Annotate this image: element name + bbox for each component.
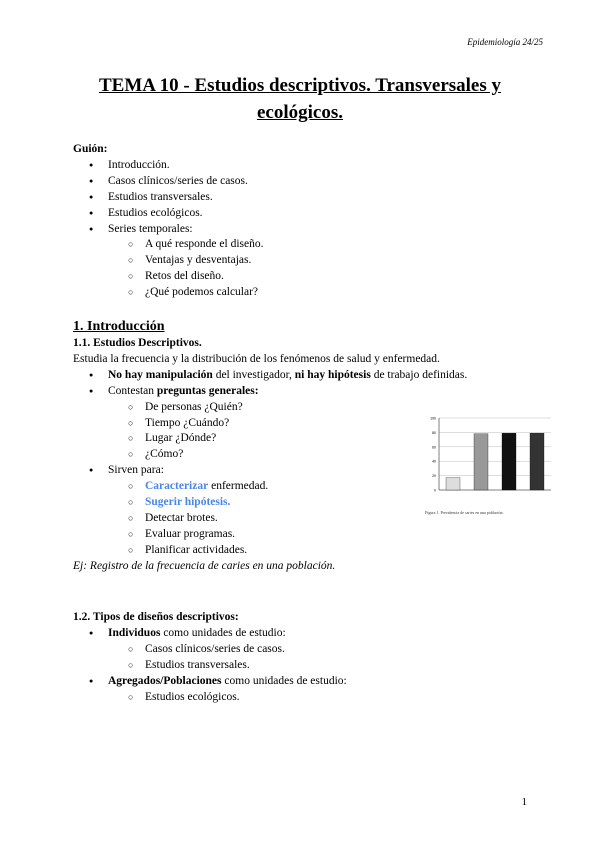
subsection-heading: 1.1. Estudios Descriptivos. <box>73 337 202 349</box>
y-tick-label: 60 <box>432 445 436 450</box>
chart-caption: Figura 1. Prevalencia de caries en una población. <box>425 510 504 515</box>
prevalence-chart <box>425 410 557 528</box>
bold-text: ni hay hipótesis <box>294 368 371 381</box>
list-subitem: ○ Lugar ¿Dónde? <box>73 431 533 447</box>
y-tick-label: 0 <box>434 488 436 493</box>
list-subitem: ○ Casos clínicos/series de casos. <box>73 642 347 658</box>
list-item: ● Casos clínicos/series de casos. <box>73 174 264 190</box>
list-subitem: ○ Detectar brotes. <box>73 511 533 527</box>
document-title: TEMA 10 - Estudios descriptivos. Transversales y ecológicos. <box>98 75 501 123</box>
bold-text: No hay manipulación <box>108 368 213 381</box>
chart-bar <box>502 433 516 490</box>
section-heading: 1. Introducción <box>73 319 165 334</box>
page-number: 1 <box>521 796 527 808</box>
list-subitem: ○ Planificar actividades. <box>73 543 533 559</box>
intro-text: Estudia la frecuencia y la distribución de los fenómenos de salud y enfermedad. <box>73 352 440 365</box>
bold-text: Individuos <box>108 626 161 639</box>
guion-label: Guión: <box>73 143 108 155</box>
text: enfermedad. <box>208 480 269 493</box>
list-item <box>73 368 533 384</box>
list-item: ● Introducción. <box>73 158 264 174</box>
list-subitem: ○ Ventajas y desventajas. <box>73 253 264 269</box>
y-tick-label: 100 <box>430 416 436 421</box>
chart-bar <box>446 478 460 490</box>
example-text: Ej: Registro de la frecuencia de caries en una población. <box>73 559 336 572</box>
list-item: ● Estudios ecológicos. <box>73 206 264 222</box>
text: del investigador, <box>212 368 295 381</box>
list-subitem: ○ Tiempo ¿Cuándo? <box>73 416 533 432</box>
bold-text: preguntas generales <box>156 384 255 397</box>
text: Contestan <box>108 384 157 397</box>
list-subitem: ○ ¿Qué podemos calcular? <box>73 285 264 301</box>
page-header: Epidemiología 24/25 <box>467 37 543 47</box>
y-tick-label: 20 <box>432 474 436 479</box>
subsection-heading: 1.2. Tipos de diseños descriptivos: <box>73 611 239 623</box>
y-tick-label: 80 <box>432 430 436 435</box>
text: : <box>254 384 259 397</box>
guion-section <box>73 142 264 301</box>
list-item <box>73 626 347 642</box>
chart-bar <box>474 434 488 490</box>
highlight-text: Caracterizar <box>145 480 209 493</box>
text: como unidades de estudio: <box>221 674 347 687</box>
list-subitem: ○ Evaluar programas. <box>73 527 533 543</box>
chart-svg <box>425 410 557 505</box>
design-types-section <box>73 610 347 705</box>
bold-text: Agregados/Poblaciones <box>108 674 222 687</box>
list-subitem: ○ A qué responde el diseño. <box>73 237 264 253</box>
list-subitem: ○ Estudios ecológicos. <box>73 690 347 706</box>
list-subitem: ○ De personas ¿Quién? <box>73 400 533 416</box>
y-tick-label: 40 <box>432 459 436 464</box>
list-subitem: ○ Retos del diseño. <box>73 269 264 285</box>
text: como unidades de estudio: <box>160 626 286 639</box>
list-subitem: ○ ¿Cómo? <box>73 447 533 463</box>
design-types-list <box>73 626 347 706</box>
guion-list <box>73 158 264 301</box>
list-item: ● Series temporales: <box>73 222 264 238</box>
chart-bar <box>530 433 544 490</box>
list-item: ● Sirven para: <box>73 463 533 479</box>
highlight-text: Sugerir hipótesis. <box>145 496 231 509</box>
text: de trabajo definidas. <box>370 368 468 381</box>
list-item <box>73 384 533 400</box>
list-item: ● Estudios transversales. <box>73 190 264 206</box>
list-subitem: ○ Estudios transversales. <box>73 658 347 674</box>
list-item <box>73 674 347 690</box>
